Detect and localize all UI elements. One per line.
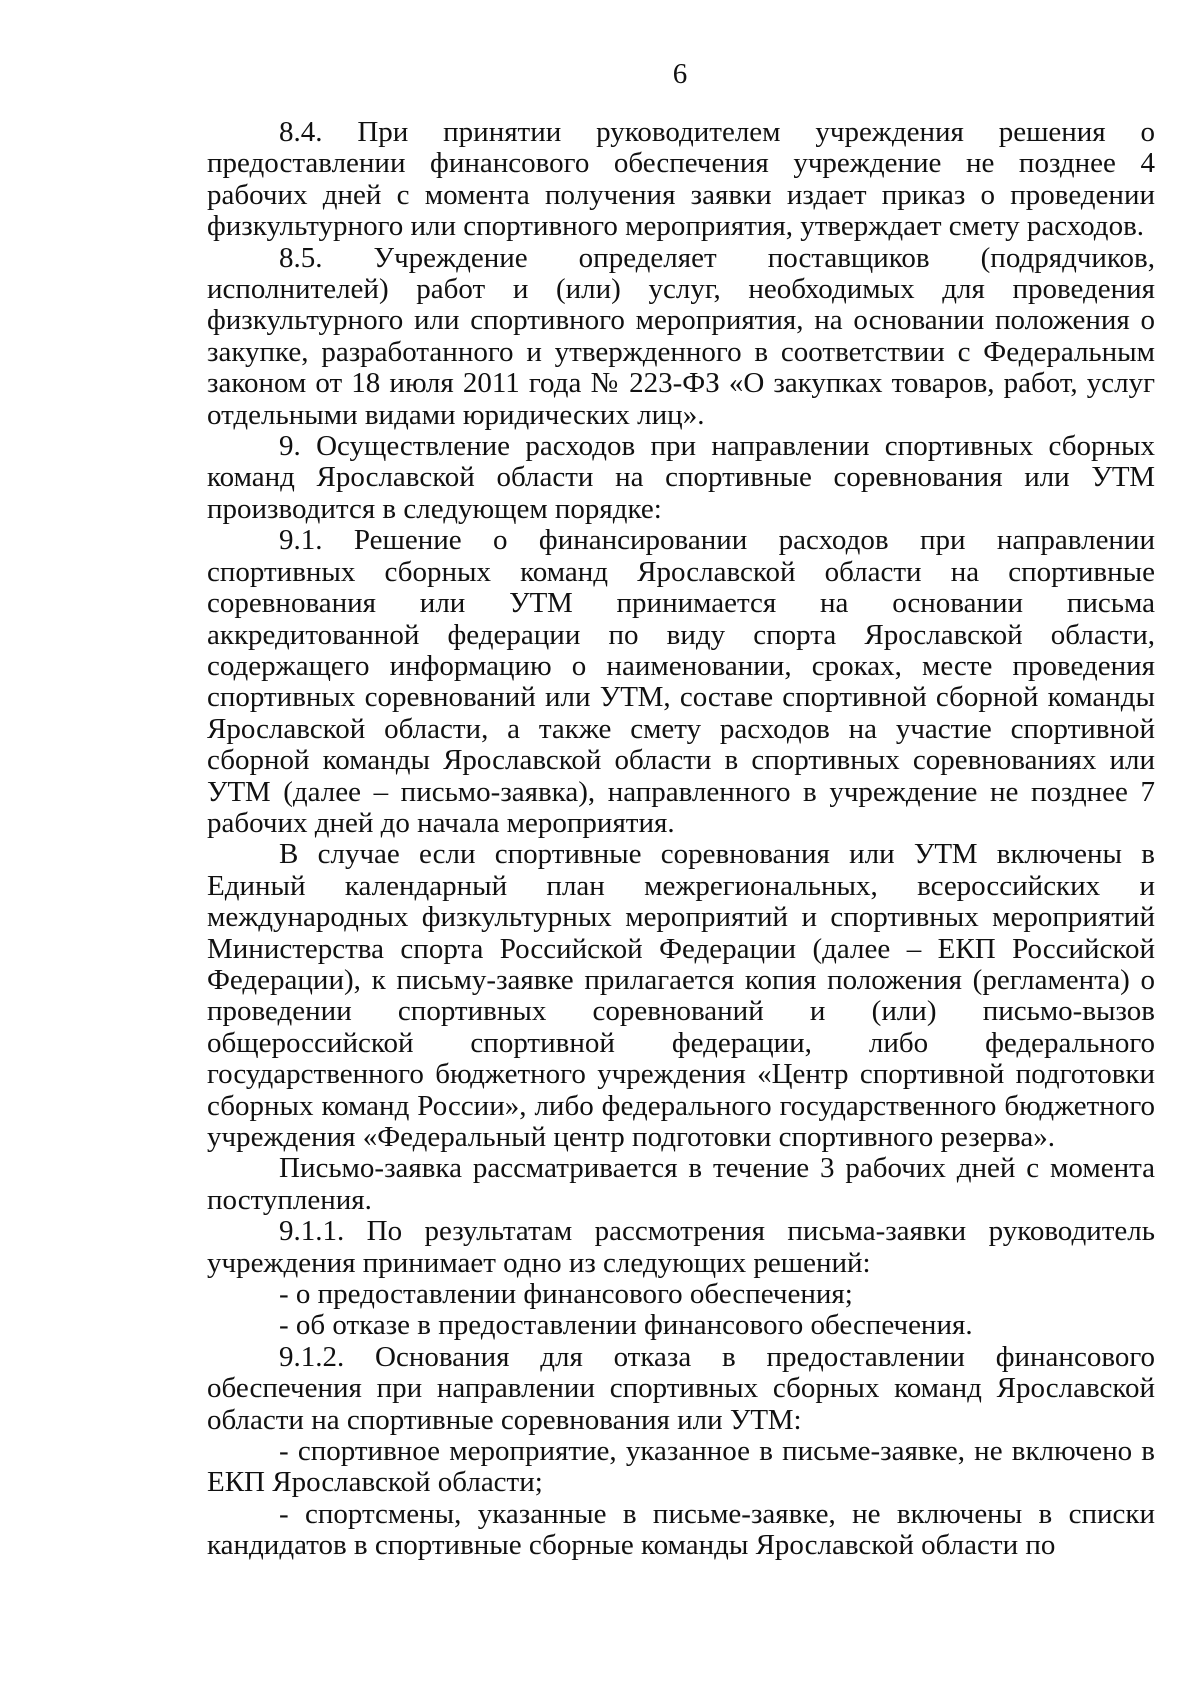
list-item-not-in-ekp: - спортивное мероприятие, указанное в письме-заявке, не включено в ЕКП Ярославской области;: [207, 1435, 1155, 1499]
paragraph-9-1-2: 9.1.2. Основания для отказа в предоставлении финансового обеспечения при направлении спортивных сборных команд Ярославской области на спортивные соревнования или УТМ:: [207, 1340, 1155, 1436]
paragraph-8-4: 8.4. При принятии руководителем учреждения решения о предоставлении финансового обеспечения учреждение не позднее 4 рабочих дней с момента получения заявки издает приказ о проведении физкультурного или спортивного мероприятия, утверждает смету расходов.: [207, 116, 1155, 243]
list-item-athletes-not-listed: - спортсмены, указанные в письме-заявке, не включены в списки кандидатов в спортивные сборные команды Ярославской области по: [207, 1497, 1155, 1562]
paragraph-8-5: 8.5. Учреждение определяет поставщиков (подрядчиков, исполнителей) работ и (или) услуг, необходимых для проведения физкультурного или спортивного мероприятия, на основании положения о закупке, разработанного и утвержденного в соответствии с Федеральным законом от 18 июля 2011 года № 223-ФЗ «О закупках товаров, работ, услуг отдельными видами юридических лиц».: [207, 241, 1155, 431]
paragraph-review-period: Письмо-заявка рассматривается в течение 3 рабочих дней с момента поступления.: [207, 1152, 1155, 1216]
paragraph-9-1: 9.1. Решение о финансировании расходов при направлении спортивных сборных команд Ярославской области на спортивные соревнования или УТМ принимается на основании письма аккредитованной федерации по виду спорта Ярославской области, содержащего информацию о наименовании, сроках, месте проведения спортивных соревнований или УТМ, составе спортивной сборной команды Ярославской области, а также смету расходов на участие спортивной сборной команды Ярославской области в спортивных соревнованиях или УТМ (далее – письмо-заявка), направленного в учреждение не позднее 7 рабочих дней до начала мероприятия.: [207, 524, 1155, 839]
paragraph-9: 9. Осуществление расходов при направлении спортивных сборных команд Ярославской области на спортивные соревнования или УТМ производится в следующем порядке:: [207, 430, 1155, 525]
paragraph-9-1-1: 9.1.1. По результатам рассмотрения письма-заявки руководитель учреждения принимает одно из следующих решений:: [207, 1215, 1155, 1279]
document-body: [207, 117, 1155, 1562]
page-number: 6: [672, 58, 688, 90]
paragraph-ekp-case: В случае если спортивные соревнования или УТМ включены в Единый календарный план межрегиональных, всероссийских и международных физкультурных мероприятий и спортивных мероприятий Министерства спорта Российской Федерации (далее – ЕКП Российской Федерации), к письму-заявке прилагается копия положения (регламента) о проведении спортивных соревнований и (или) письмо-вызов общероссийской спортивной федерации, либо федерального государственного бюджетного учреждения «Центр спортивной подготовки сборных команд России», либо федерального государственного бюджетного учреждения «Федеральный центр подготовки спортивного резерва».: [207, 838, 1155, 1153]
list-item-grant-decision: - о предоставлении финансового обеспечения;: [279, 1278, 853, 1311]
list-item-refusal-decision: - об отказе в предоставлении финансового обеспечения.: [279, 1309, 973, 1342]
